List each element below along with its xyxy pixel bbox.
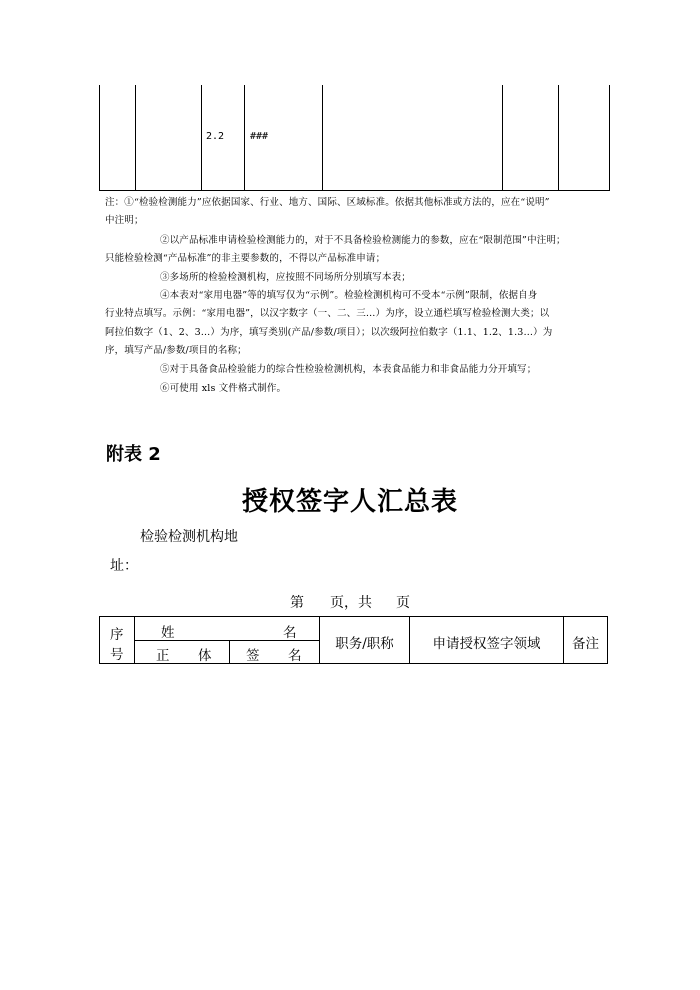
note-line: 注：①“检验检测能力”应依据国家、行业、地方、国际、区域标准。依据其他标准或方法的，应在“说明”: [105, 197, 550, 208]
page-counter-ye-gong: 页，共: [330, 595, 372, 611]
document-title: 授权签字人汇总表: [241, 487, 458, 517]
address-label: 检验检测机构地: [140, 529, 238, 545]
note-line: 行业特点填写。示例：“家用电器”，以汉字数字（一、二、三…）为序，设立通栏填写检验检测大类；以: [105, 308, 550, 319]
note-line: ④本表对“家用电器”等的填写仅为“示例”。检验检测机构可不受本“示例”限制，依据自身: [160, 290, 538, 301]
page-counter-di: 第: [290, 595, 304, 611]
header-seq-bottom: 号: [110, 647, 124, 663]
note-line: ⑥可使用 xls 文件格式制作。: [160, 383, 287, 394]
table-col-divider: [244, 85, 245, 190]
header-remarks: 备注: [572, 636, 599, 652]
table-col-divider: [135, 85, 136, 190]
note-line: ②以产品标准申请检验检测能力的，对于不具备检验检测能力的参数，应在“限制范围”中注明；: [160, 235, 566, 246]
note-line: ③多场所的检验检测机构，应按照不同场所分别填写本表；: [160, 272, 411, 283]
note-line: 序，填写产品/参数/项目的名称；: [105, 345, 247, 356]
table-col-divider: [558, 85, 559, 190]
row-number-cell: 2.2: [206, 131, 225, 142]
table-col-divider: [201, 85, 202, 190]
header-seq-top: 序: [110, 627, 124, 643]
header-name-left: 姓: [161, 625, 175, 641]
note-line: ⑤对于具备食品检验能力的综合性检验检测机构，本表食品能力和非食品能力分开填写；: [160, 364, 537, 375]
note-line: 只能检验检测“产品标准”的非主要参数的，不得以产品标准申请；: [105, 253, 386, 264]
header-name-right: 名: [283, 625, 297, 641]
table-col-divider: [502, 85, 503, 190]
table-col-divider: [229, 640, 230, 663]
row-content-cell: ###: [250, 131, 269, 142]
page-counter-ye: 页: [396, 595, 410, 611]
header-print-left: 正: [156, 648, 170, 664]
header-sign-right: 名: [288, 648, 302, 664]
signatory-summary-table: [99, 616, 608, 664]
page-counter: [0, 592, 700, 612]
note-line: 阿拉伯数字（1、2、3…）为序，填写类别(产品/参数/项目）；以次级阿拉伯数字（1.1、1.2、1.3…）为: [105, 327, 553, 338]
header-field: 申请授权签字领域: [432, 636, 541, 652]
header-print-right: 体: [198, 648, 212, 664]
capability-table-fragment: [99, 85, 610, 191]
appendix-label: 附表 2: [106, 444, 161, 465]
address-label-continued: 址：: [110, 558, 138, 574]
header-sign-left: 签: [246, 648, 260, 664]
note-line: 中注明；: [105, 215, 144, 226]
table-col-divider: [322, 85, 323, 190]
header-position: 职务/职称: [335, 636, 394, 652]
